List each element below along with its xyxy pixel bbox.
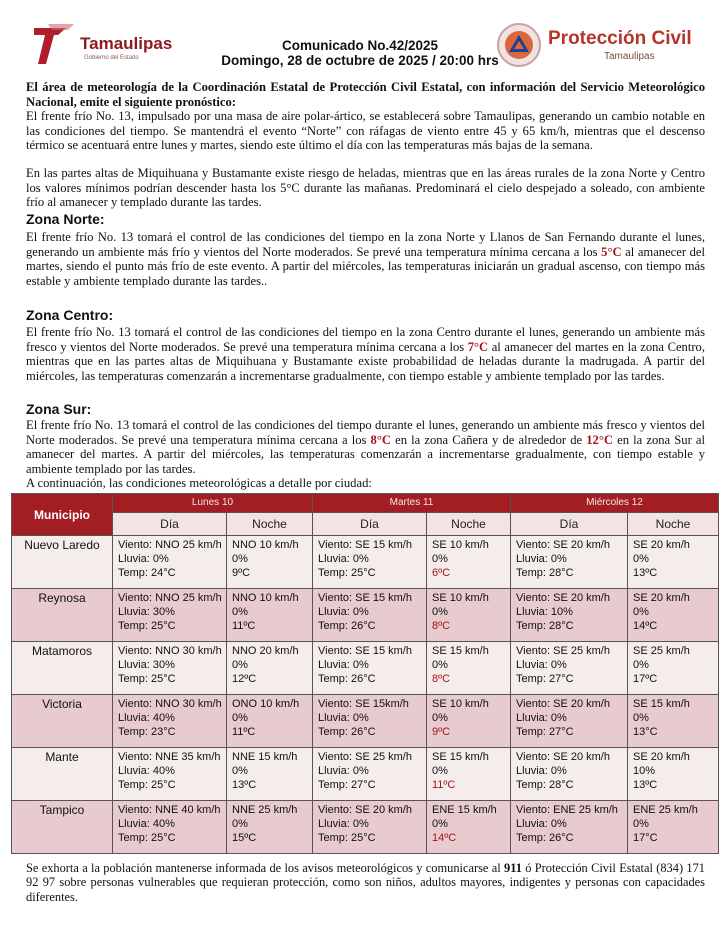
wind-value: Viento: NNE 40 km/h — [118, 804, 221, 816]
temp-value: 14ºC — [633, 620, 658, 632]
wind-value: Viento: SE 15 km/h — [318, 592, 412, 604]
wind-value: Viento: SE 20 km/h — [516, 751, 610, 763]
wind-value: Viento: NNO 25 km/h — [118, 539, 222, 551]
forecast-cell-mie-noche — [628, 695, 719, 748]
forecast-cell-mie-noche — [628, 801, 719, 854]
temp-value: 6ºC — [432, 567, 451, 579]
forecast-cell-mar-dia — [313, 642, 427, 695]
wind-value: Viento: ENE 25 km/h — [516, 804, 618, 816]
temp-value: Temp: 27°C — [516, 673, 574, 685]
municipio-header: Municipio — [12, 494, 113, 536]
forecast-cell-mar-noche — [427, 748, 511, 801]
rain-value: 0% — [432, 553, 448, 565]
wind-value: Viento: SE 15 km/h — [318, 645, 412, 657]
wind-value: SE 20 km/h — [633, 592, 690, 604]
wind-value: Viento: SE 20 km/h — [516, 698, 610, 710]
zona-norte-title: Zona Norte: — [26, 211, 105, 227]
forecast-cell-mar-noche — [427, 801, 511, 854]
rain-value: 0% — [232, 606, 248, 618]
zona-sur-temp-2: 12°C — [586, 432, 613, 447]
zona-centro-temp: 7°C — [467, 339, 489, 354]
temp-value: 17°C — [633, 832, 658, 844]
rain-value: Lluvia: 40% — [118, 818, 175, 830]
sub-header-dia: Día — [511, 513, 628, 536]
wind-value: NNE 25 km/h — [232, 804, 298, 816]
tamaulipas-logo-subtitle: Gobierno del Estado — [84, 55, 139, 61]
footer-text-b: ó Protección Civil Estatal (834) 171 92 97 sobre personas vulnerables que requieran protección, como son niños, adultos mayores, indigentes y personas con capacidades diferentes. — [26, 861, 705, 904]
temp-value: Temp: 25°C — [318, 567, 376, 579]
forecast-cell-mar-noche — [427, 536, 511, 589]
day-header-martes: Martes 11 — [313, 494, 511, 513]
zona-sur-text-c: en la zona Sur al amanecer del martes. A partir del miércoles, las temperaturas comenzarán a incrementarse gradualmente, con tiempo estable y ambiente templado por las tardes. — [26, 432, 705, 476]
forecast-table — [11, 493, 719, 854]
rain-value: 10% — [633, 765, 656, 777]
temp-value: 8ºC — [432, 673, 451, 685]
forecast-cell-mie-noche — [628, 642, 719, 695]
forecast-cell-lun-noche — [227, 801, 313, 854]
wind-value: SE 20 km/h — [633, 539, 690, 551]
zona-sur-text — [26, 418, 705, 491]
temp-value: Temp: 27°C — [516, 726, 574, 738]
wind-value: NNO 20 km/h — [232, 645, 299, 657]
wind-value: SE 15 km/h — [633, 698, 690, 710]
rain-value: Lluvia: 0% — [318, 765, 369, 777]
footer-text-a: Se exhorta a la población mantenerse informada de los avisos meteorológicos y comunicarse al — [26, 861, 505, 875]
rain-value: 0% — [432, 712, 448, 724]
rain-value: Lluvia: 0% — [318, 659, 369, 671]
rain-value: 0% — [633, 553, 649, 565]
temp-value: Temp: 25°C — [318, 832, 376, 844]
forecast-cell-lun-noche — [227, 642, 313, 695]
temp-value: Temp: 25°C — [118, 779, 176, 791]
wind-value: SE 10 km/h — [432, 539, 489, 551]
forecast-cell-lun-dia — [113, 536, 227, 589]
forecast-cell-mie-noche — [628, 589, 719, 642]
temp-value: Temp: 25°C — [118, 832, 176, 844]
temp-value: 9ºC — [232, 567, 251, 579]
wind-value: ENE 25 km/h — [633, 804, 698, 816]
proteccion-civil-logo-subtitle: Tamaulipas — [604, 51, 655, 62]
temp-value: 15ºC — [232, 832, 257, 844]
communique-heading — [195, 38, 525, 68]
tamaulipas-logo-name: Tamaulipas — [80, 34, 173, 53]
wind-value: ONO 10 km/h — [232, 698, 300, 710]
rain-value: Lluvia: 0% — [516, 765, 567, 777]
forecast-cell-mie-noche — [628, 748, 719, 801]
rain-value: Lluvia: 40% — [118, 712, 175, 724]
temp-value: Temp: 27°C — [318, 779, 376, 791]
sub-header-noche: Noche — [628, 513, 719, 536]
wind-value: ENE 15 km/h — [432, 804, 497, 816]
civil-protection-emblem-icon — [496, 22, 542, 68]
temp-value: Temp: 28°C — [516, 779, 574, 791]
zona-centro-title: Zona Centro: — [26, 307, 114, 323]
forecast-cell-lun-dia — [113, 801, 227, 854]
temp-value: Temp: 25°C — [118, 620, 176, 632]
forecast-cell-lun-dia — [113, 748, 227, 801]
sub-header-dia: Día — [313, 513, 427, 536]
communique-date: Domingo, 28 de octubre de 2025 / 20:00 hrs — [221, 53, 499, 68]
wind-value: Viento: SE 25 km/h — [318, 751, 412, 763]
rain-value: Lluvia: 10% — [516, 606, 573, 618]
footer-notice — [26, 861, 705, 904]
intro-bold-lead: El área de meteorología de la Coordinación Estatal de Protección Civil Estatal, con información del Servicio Meteorológico Nacional, emite el siguiente pronóstico — [26, 80, 705, 109]
day-header-miercoles: Miércoles 12 — [511, 494, 719, 513]
forecast-cell-mie-dia — [511, 695, 628, 748]
zona-centro-text-b: al amanecer del martes en la zona Centro, mientras que en las partes altas de Miquihuana y Bustamante existe probabilidad de heladas durante la madrugada. A partir del miércoles, las temperaturas comenzarán a incrementarse gradualmente, con tiempo estable y ambiente templado por las tardes. — [26, 339, 705, 383]
wind-value: NNE 15 km/h — [232, 751, 298, 763]
forecast-cell-lun-noche — [227, 748, 313, 801]
temp-value: Temp: 25°C — [118, 673, 176, 685]
forecast-cell-mar-noche — [427, 695, 511, 748]
temp-value: 11ºC — [232, 620, 256, 632]
footer-emergency-number: 911 — [504, 861, 522, 875]
wind-value: SE 10 km/h — [432, 698, 489, 710]
municipio-cell: Nuevo Laredo — [12, 536, 113, 589]
forecast-cell-lun-noche — [227, 536, 313, 589]
tamaulipas-emblem-icon — [28, 20, 76, 68]
sub-header-noche: Noche — [227, 513, 313, 536]
temp-value: Temp: 24°C — [118, 567, 176, 579]
forecast-cell-mar-dia — [313, 589, 427, 642]
wind-value: Viento: SE 15 km/h — [318, 539, 412, 551]
wind-value: SE 10 km/h — [432, 592, 489, 604]
temp-value: Temp: 26°C — [318, 620, 376, 632]
intro-bold-colon: : — [231, 94, 236, 109]
communique-title: Comunicado No.42/2025 — [281, 38, 439, 53]
rain-value: 0% — [432, 818, 448, 830]
temp-value: 8ºC — [432, 620, 451, 632]
wind-value: SE 25 km/h — [633, 645, 690, 657]
proteccion-civil-logo — [496, 20, 706, 72]
zona-centro-text — [26, 325, 705, 383]
temp-value: 13ºC — [633, 779, 658, 791]
rain-value: Lluvia: 0% — [516, 712, 567, 724]
rain-value: Lluvia: 0% — [118, 553, 169, 565]
table-row — [12, 536, 719, 589]
rain-value: 0% — [633, 659, 649, 671]
rain-value: 0% — [232, 553, 248, 565]
wind-value: Viento: SE 20 km/h — [516, 539, 610, 551]
municipio-cell: Reynosa — [12, 589, 113, 642]
rain-value: 0% — [432, 659, 448, 671]
zona-norte-text-a: El frente frío No. 13 tomará el control de las condiciones del tiempo en la zona Norte y Llanos de San Fernando durante el lunes, generando un ambiente más frío y vientos del Norte moderados. Se prevé una temperatura mínima cercana a los — [26, 230, 705, 259]
wind-value: SE 15 km/h — [432, 645, 489, 657]
rain-value: 0% — [432, 765, 448, 777]
table-intro-line: A continuación, las condiciones meteorológicas a detalle por ciudad: — [26, 476, 372, 491]
rain-value: Lluvia: 0% — [516, 553, 567, 565]
temp-value: 13°C — [633, 726, 658, 738]
wind-value: Viento: NNO 25 km/h — [118, 592, 222, 604]
wind-value: SE 15 km/h — [432, 751, 489, 763]
rain-value: Lluvia: 0% — [318, 606, 369, 618]
rain-value: 0% — [232, 712, 248, 724]
municipio-cell: Matamoros — [12, 642, 113, 695]
temp-value: 11ºC — [232, 726, 256, 738]
wind-value: Viento: NNO 30 km/h — [118, 645, 222, 657]
zona-sur-temp-1: 8°C — [370, 432, 391, 447]
sub-header-dia: Día — [113, 513, 227, 536]
forecast-cell-lun-dia — [113, 695, 227, 748]
temp-value: 9ºC — [432, 726, 451, 738]
rain-value: Lluvia: 30% — [118, 606, 175, 618]
temp-value: Temp: 26°C — [318, 726, 376, 738]
wind-value: Viento: SE 20 km/h — [318, 804, 412, 816]
forecast-cell-mie-noche — [628, 536, 719, 589]
rain-value: 0% — [232, 818, 248, 830]
rain-value: 0% — [633, 712, 649, 724]
forecast-cell-mar-noche — [427, 589, 511, 642]
intro-paragraph-2: En las partes altas de Miquihuana y Bustamante existe riesgo de heladas, mientras que en las áreas rurales de la zona Norte y Centro los valores mínimos podrían descender hasta los 5°C durante las mañanas. Predominará el cielo despejado a soleado, con ambiente frío al amanecer y templado durante las tardes. — [26, 165, 705, 210]
forecast-cell-mar-dia — [313, 801, 427, 854]
table-row — [12, 642, 719, 695]
forecast-cell-mar-dia — [313, 748, 427, 801]
tamaulipas-logo — [28, 20, 178, 70]
day-header-lunes: Lunes 10 — [113, 494, 313, 513]
zona-norte-text-b: al amanecer del martes, siendo el punto más frío de este evento. A partir del miércoles, las temperaturas iniciarán un gradual ascenso, con tiempo más estable y ambiente templado durante las tardes.. — [26, 244, 706, 288]
temp-value: Temp: 28°C — [516, 620, 574, 632]
temp-value: 12ºC — [232, 673, 257, 685]
forecast-cell-mar-dia — [313, 695, 427, 748]
temp-value: 17ºC — [633, 673, 658, 685]
municipio-cell: Victoria — [12, 695, 113, 748]
forecast-cell-mie-dia — [511, 801, 628, 854]
zona-norte-temp: 5°C — [601, 244, 622, 259]
rain-value: Lluvia: 0% — [318, 712, 369, 724]
temp-value: Temp: 26°C — [516, 832, 574, 844]
intro-section — [26, 80, 705, 210]
forecast-cell-mie-dia — [511, 748, 628, 801]
forecast-cell-mie-dia — [511, 589, 628, 642]
header — [0, 0, 720, 80]
rain-value: 0% — [633, 606, 649, 618]
municipio-cell: Mante — [12, 748, 113, 801]
wind-value: Viento: SE 15km/h — [318, 698, 409, 710]
temp-value: Temp: 26°C — [318, 673, 376, 685]
rain-value: 0% — [232, 659, 248, 671]
temp-value: 13ºC — [232, 779, 257, 791]
zona-sur-text-b: en la zona Cañera y de alrededor de — [390, 432, 587, 447]
zona-sur-text-a: El frente frío No. 13 tomará el control de las condiciones del tiempo durante el lunes, generando un ambiente más fresco y vientos del Norte moderados. Se prevé una temperatura mínima cercana a los — [26, 418, 705, 447]
wind-value: Viento: SE 25 km/h — [516, 645, 610, 657]
rain-value: Lluvia: 30% — [118, 659, 175, 671]
table-row — [12, 801, 719, 854]
wind-value: SE 20 km/h — [633, 751, 690, 763]
forecast-cell-mie-dia — [511, 536, 628, 589]
forecast-cell-lun-dia — [113, 642, 227, 695]
rain-value: Lluvia: 0% — [318, 553, 369, 565]
wind-value: Viento: SE 20 km/h — [516, 592, 610, 604]
rain-value: 0% — [633, 818, 649, 830]
table-row — [12, 589, 719, 642]
forecast-cell-mar-dia — [313, 536, 427, 589]
temp-value: 14ºC — [432, 832, 457, 844]
forecast-cell-lun-noche — [227, 695, 313, 748]
rain-value: Lluvia: 0% — [516, 659, 567, 671]
wind-value: NNO 10 km/h — [232, 592, 299, 604]
zona-centro-text-a: El frente frío No. 13 tomará el control de las condiciones del tiempo en la zona Centro durante el lunes, generando un ambiente más fresco y vientos del Norte moderados. Se prevé una temperatura mínima cercana a los — [26, 325, 705, 354]
sub-header-noche: Noche — [427, 513, 511, 536]
rain-value: Lluvia: 0% — [318, 818, 369, 830]
rain-value: Lluvia: 0% — [516, 818, 567, 830]
zona-norte-text — [26, 230, 705, 288]
municipio-cell: Tampico — [12, 801, 113, 854]
forecast-cell-lun-dia — [113, 589, 227, 642]
forecast-cell-mie-dia — [511, 642, 628, 695]
rain-value: Lluvia: 40% — [118, 765, 175, 777]
wind-value: NNO 10 km/h — [232, 539, 299, 551]
temp-value: 13ºC — [633, 567, 658, 579]
temp-value: 11ºC — [432, 779, 456, 791]
wind-value: Viento: NNE 35 km/h — [118, 751, 221, 763]
rain-value: 0% — [432, 606, 448, 618]
rain-value: 0% — [232, 765, 248, 777]
temp-value: Temp: 28°C — [516, 567, 574, 579]
forecast-cell-mar-noche — [427, 642, 511, 695]
forecast-cell-lun-noche — [227, 589, 313, 642]
temp-value: Temp: 23°C — [118, 726, 176, 738]
table-row — [12, 695, 719, 748]
zona-sur-title: Zona Sur: — [26, 401, 92, 417]
wind-value: Viento: NNO 30 km/h — [118, 698, 222, 710]
proteccion-civil-logo-name: Protección Civil — [548, 28, 692, 49]
table-row — [12, 748, 719, 801]
intro-paragraph-1: El frente frío No. 13, impulsado por una masa de aire polar-ártico, se establecerá sobre Tamaulipas, generando un cambio notable en las condiciones del tiempo. Se mantendrá el evento “Norte” con ráfagas de viento entre 45 y 65 km/h, mientras que el descenso térmico se acentuará entre lunes y martes, siendo este último el día con las temperaturas más bajas de la semana. — [26, 109, 705, 153]
